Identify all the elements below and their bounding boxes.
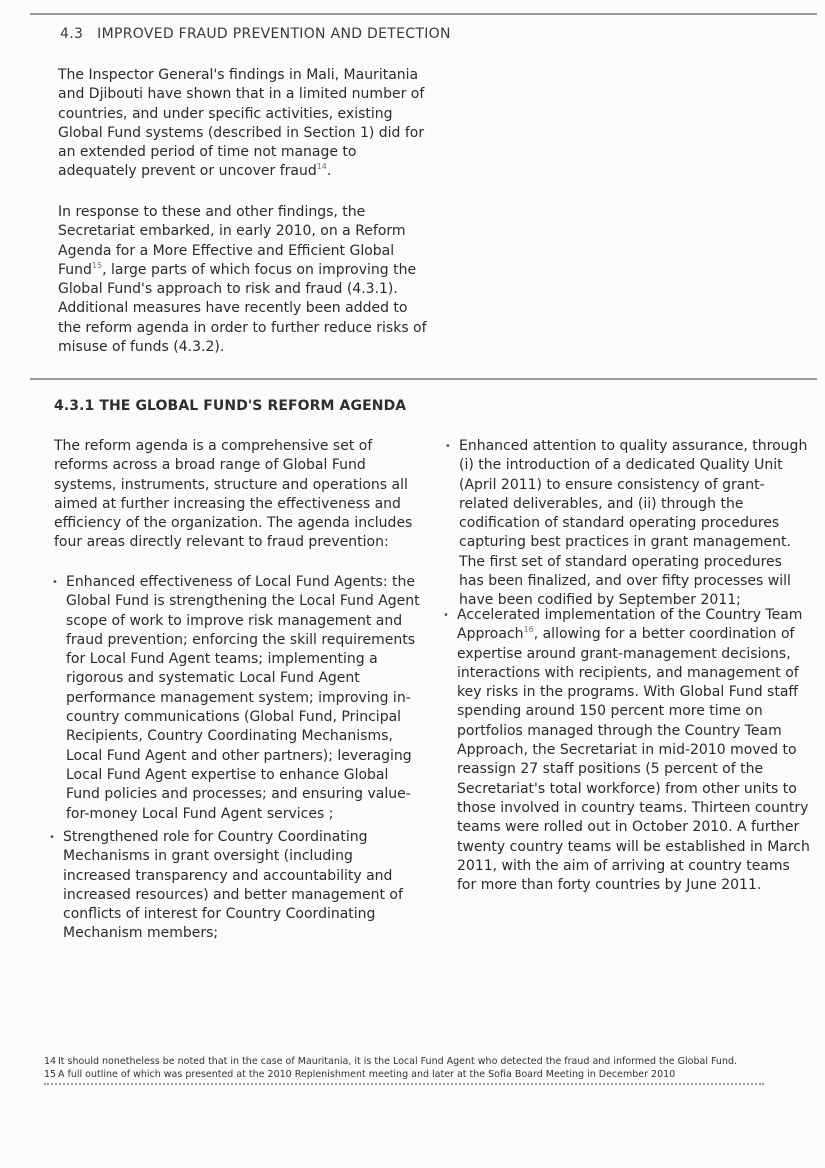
intro-paragraph-1-end: . bbox=[326, 163, 332, 180]
bullet-icon: • bbox=[445, 441, 451, 452]
intro-paragraph-2 bbox=[58, 203, 428, 357]
subsection-title: 4.3.1 THE GLOBAL FUND'S REFORM AGENDA bbox=[54, 398, 407, 414]
bullet-country-coordinating-mechanisms bbox=[49, 828, 423, 944]
bullet-country-team-approach bbox=[443, 606, 813, 895]
bullet-local-fund-agents bbox=[52, 573, 426, 824]
bullet-icon: • bbox=[49, 832, 55, 843]
bullet-text: Strengthened role for Country Coordinating Mechanisms in grant oversight (including increased transparency and accountability and increased resources) and better management of conflicts of interest for Country Coordinating Mechanism members; bbox=[63, 829, 403, 942]
section-divider bbox=[30, 378, 817, 380]
reform-agenda-lead: The reform agenda is a comprehensive set of reforms across a broad range of Global Fund systems, instruments, structure and operations all aimed at further increasing the effectiveness and efficiency of the organization. The agenda includes four areas directly relevant to fraud prevention: bbox=[54, 438, 413, 551]
intro-paragraph-2-text-a: In response to these and other findings, the Secretariat embarked, in early 2010, on a Reform Agenda for a More Effective and Efficient Global Fund bbox=[58, 204, 406, 278]
bullet-text: Enhanced effectiveness of Local Fund Agents: the Global Fund is strengthening the Local Fund Agent scope of work to improve risk management and fraud prevention; enforcing the skill requirements for Local Fund Agent teams; implementing a rigorous and systematic Local Fund Agent performance management system; improving in-country communications (Global Fund, Principal Recipients, Country Coordinating Mechanisms, Local Fund Agent and other partners); leveraging Local Fund Agent expertise to enhance Global Fund policies and processes; and ensuring value-for-money Local Fund Agent services ; bbox=[66, 574, 420, 822]
intro-paragraph-2-text-b: , large parts of which focus on improving the Global Fund's approach to risk and fraud (4.3.1). Additional measures have recently been added to the reform agenda in order to further reduce risks of misuse of funds (4.3.2). bbox=[58, 261, 427, 356]
section-title: IMPROVED FRAUD PREVENTION AND DETECTION bbox=[97, 26, 451, 42]
intro-paragraph-1 bbox=[58, 66, 428, 182]
bullet-icon: • bbox=[443, 610, 449, 621]
footnote-text: A full outline of which was presented at the 2010 Replenishment meeting and later at the Sofia Board Meeting in December 2010 bbox=[58, 1069, 676, 1080]
section-heading bbox=[60, 26, 451, 42]
footnote-cutoff-line bbox=[44, 1082, 804, 1087]
footnote-number: 14 bbox=[44, 1056, 57, 1067]
footnote-number: 15 bbox=[44, 1069, 57, 1080]
bullet-text-a: Accelerated implementation of the Country Team Approach bbox=[457, 607, 803, 643]
top-rule bbox=[30, 13, 817, 15]
footnote-ref-15[interactable]: 15 bbox=[91, 260, 103, 270]
bullet-text: Enhanced attention to quality assurance, through (i) the introduction of a dedicated Quality Unit (April 2011) to ensure consistency of grant-related deliverables, and (ii) through the codification of standard operating procedures capturing best practices in grant management. The first set of standard operating procedures has been finalized, and over fifty processes will have been codified by September 2011; bbox=[459, 438, 808, 609]
footnote-text: It should nonetheless be noted that in the case of Mauritania, it is the Local Fund Agent who detected the fraud and informed the Global Fund. bbox=[58, 1056, 738, 1067]
bullet-icon: • bbox=[52, 577, 58, 588]
footnote-15 bbox=[44, 1068, 804, 1081]
intro-paragraph-1-text: The Inspector General's findings in Mali, Mauritania and Djibouti have shown that in a limited number of countries, and under specific activities, existing Global Fund systems (described in Section 1) did for an extended period of time not manage to adequately prevent or uncover fraud bbox=[58, 67, 425, 180]
footnote-ref-16[interactable]: 16 bbox=[523, 625, 534, 635]
footnote-ref-14[interactable]: 14 bbox=[316, 162, 327, 172]
bullet-text-b: , allowing for a better coordination of expertise around grant-management decisions, interactions with recipients, and management of key risks in the programs. With Global Fund staff spending around 150 percent more time on portfolios managed through the Country Team Approach, the Secretariat in mid-2010 moved to reassign 27 staff positions (5 percent of the Secretariat's total workforce) from other units to those involved in country teams. Thirteen country teams were rolled out in October 2010. A further twenty country teams will be established in March 2011, with the aim of arriving at country teams for more than forty countries by June 2011. bbox=[457, 626, 810, 894]
footnote-14 bbox=[44, 1055, 804, 1068]
bullet-quality-assurance bbox=[445, 437, 811, 611]
footnotes bbox=[44, 1055, 804, 1081]
section-number: 4.3 bbox=[60, 26, 84, 42]
